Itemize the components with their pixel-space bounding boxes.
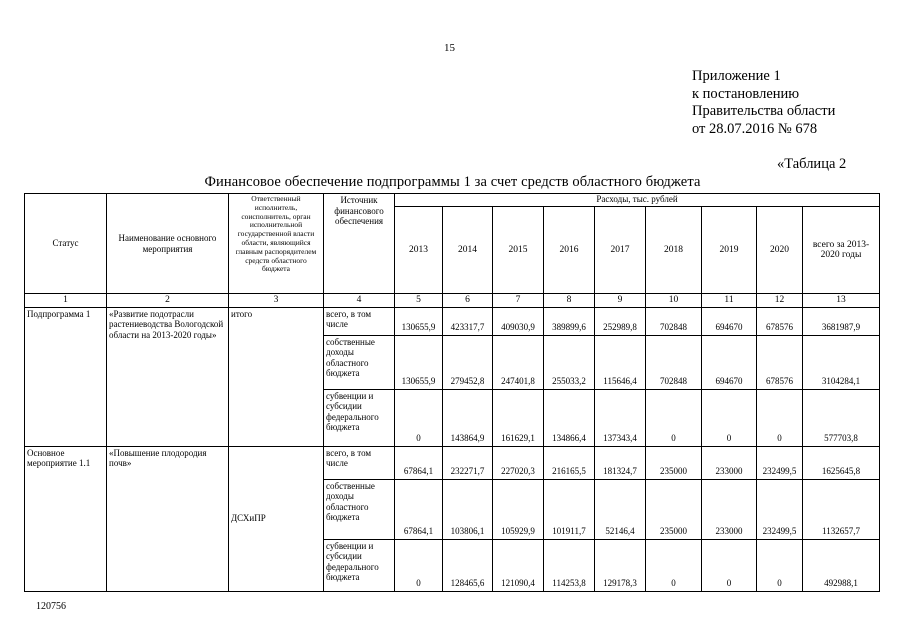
year-header: 2020 xyxy=(757,207,803,294)
value-cell: 678576 xyxy=(757,335,803,389)
value-cell: 103806,1 xyxy=(443,479,493,539)
value-cell: 128465,6 xyxy=(443,539,493,591)
total-cell: 3681987,9 xyxy=(803,307,880,335)
value-cell: 161629,1 xyxy=(493,389,544,446)
source-cell: всего, в том числе xyxy=(324,307,395,335)
year-header: 2016 xyxy=(544,207,595,294)
activity-name-cell: «Повышение плодородия почв» xyxy=(107,446,229,591)
total-cell: 1132657,7 xyxy=(803,479,880,539)
source-cell: собственные доходы областного бюджета xyxy=(324,479,395,539)
financing-table xyxy=(24,193,880,592)
value-cell: 105929,9 xyxy=(493,479,544,539)
source-cell: субвенции и субсидии федерального бюджета xyxy=(324,389,395,446)
value-cell: 0 xyxy=(702,539,757,591)
appendix-line-2: к постановлению xyxy=(692,85,800,102)
executor-cell: итого xyxy=(229,307,324,446)
value-cell: 67864,1 xyxy=(395,446,443,479)
value-cell: 114253,8 xyxy=(544,539,595,591)
value-cell: 409030,9 xyxy=(493,307,544,335)
value-cell: 101911,7 xyxy=(544,479,595,539)
status-cell: Подпрограмма 1 xyxy=(25,307,107,446)
column-number: 12 xyxy=(757,294,803,308)
table-row xyxy=(25,446,880,479)
header-source: Источник финансового обеспечения xyxy=(324,194,395,294)
header-row-1 xyxy=(25,194,880,207)
value-cell: 143864,9 xyxy=(443,389,493,446)
total-cell: 577703,8 xyxy=(803,389,880,446)
header-status: Статус xyxy=(25,194,107,294)
column-number: 10 xyxy=(646,294,702,308)
value-cell: 702848 xyxy=(646,335,702,389)
executor-cell: ДСХиПР xyxy=(229,446,324,591)
column-number: 6 xyxy=(443,294,493,308)
value-cell: 233000 xyxy=(702,479,757,539)
source-cell: всего, в том числе xyxy=(324,446,395,479)
year-header: 2015 xyxy=(493,207,544,294)
value-cell: 423317,7 xyxy=(443,307,493,335)
total-cell: 3104284,1 xyxy=(803,335,880,389)
value-cell: 232499,5 xyxy=(757,446,803,479)
page-number: 15 xyxy=(444,42,455,54)
table-title: Финансовое обеспечение подпрограммы 1 за счет средств областного бюджета xyxy=(204,174,701,190)
value-cell: 0 xyxy=(395,389,443,446)
value-cell: 702848 xyxy=(646,307,702,335)
value-cell: 694670 xyxy=(702,307,757,335)
value-cell: 255033,2 xyxy=(544,335,595,389)
year-header: 2013 xyxy=(395,207,443,294)
column-number: 4 xyxy=(324,294,395,308)
appendix-line-1: Приложение 1 xyxy=(692,68,781,84)
value-cell: 227020,3 xyxy=(493,446,544,479)
value-cell: 0 xyxy=(646,389,702,446)
footer-code: 120756 xyxy=(36,601,66,612)
year-header: 2018 xyxy=(646,207,702,294)
value-cell: 0 xyxy=(646,539,702,591)
header-name: Наименование основного мероприятия xyxy=(107,194,229,294)
table-tag: «Таблица 2 xyxy=(777,156,847,172)
value-cell: 0 xyxy=(757,539,803,591)
value-cell: 130655,9 xyxy=(395,307,443,335)
appendix-line-3: Правительства области xyxy=(692,103,836,119)
value-cell: 115646,4 xyxy=(595,335,646,389)
column-number: 7 xyxy=(493,294,544,308)
total-header: всего за 2013-2020 годы xyxy=(803,207,880,294)
value-cell: 252989,8 xyxy=(595,307,646,335)
column-number: 8 xyxy=(544,294,595,308)
value-cell: 0 xyxy=(757,389,803,446)
source-cell: субвенции и субсидии федерального бюджета xyxy=(324,539,395,591)
activity-name-cell: «Развитие подотрасли растениеводства Вологодской области на 2013-2020 годы» xyxy=(107,307,229,446)
year-header: 2019 xyxy=(702,207,757,294)
source-cell: собственные доходы областного бюджета xyxy=(324,335,395,389)
value-cell: 235000 xyxy=(646,446,702,479)
value-cell: 129178,3 xyxy=(595,539,646,591)
value-cell: 233000 xyxy=(702,446,757,479)
appendix-block xyxy=(692,68,835,138)
column-number: 1 xyxy=(25,294,107,308)
value-cell: 694670 xyxy=(702,335,757,389)
value-cell: 137343,4 xyxy=(595,389,646,446)
column-number: 13 xyxy=(803,294,880,308)
total-cell: 492988,1 xyxy=(803,539,880,591)
column-number: 9 xyxy=(595,294,646,308)
column-number: 5 xyxy=(395,294,443,308)
value-cell: 121090,4 xyxy=(493,539,544,591)
status-cell: Основное мероприятие 1.1 xyxy=(25,446,107,591)
year-header: 2014 xyxy=(443,207,493,294)
value-cell: 232271,7 xyxy=(443,446,493,479)
value-cell: 279452,8 xyxy=(443,335,493,389)
value-cell: 247401,8 xyxy=(493,335,544,389)
value-cell: 678576 xyxy=(757,307,803,335)
value-cell: 216165,5 xyxy=(544,446,595,479)
value-cell: 232499,5 xyxy=(757,479,803,539)
year-header: 2017 xyxy=(595,207,646,294)
total-cell: 1625645,8 xyxy=(803,446,880,479)
column-number-row xyxy=(25,294,880,308)
column-number: 3 xyxy=(229,294,324,308)
value-cell: 52146,4 xyxy=(595,479,646,539)
value-cell: 67864,1 xyxy=(395,479,443,539)
value-cell: 134866,4 xyxy=(544,389,595,446)
table-row xyxy=(25,307,880,335)
value-cell: 0 xyxy=(395,539,443,591)
header-executor: Ответственный исполнитель, соисполнитель, орган исполнительной государственной власти области, являющийся главным распорядителем средств областного бюджета xyxy=(229,194,324,294)
value-cell: 0 xyxy=(702,389,757,446)
value-cell: 130655,9 xyxy=(395,335,443,389)
column-number: 2 xyxy=(107,294,229,308)
appendix-line-4: от 28.07.2016 № 678 xyxy=(692,120,818,137)
column-number: 11 xyxy=(702,294,757,308)
header-expenses: Расходы, тыс. рублей xyxy=(395,194,880,207)
value-cell: 235000 xyxy=(646,479,702,539)
value-cell: 389899,6 xyxy=(544,307,595,335)
value-cell: 181324,7 xyxy=(595,446,646,479)
